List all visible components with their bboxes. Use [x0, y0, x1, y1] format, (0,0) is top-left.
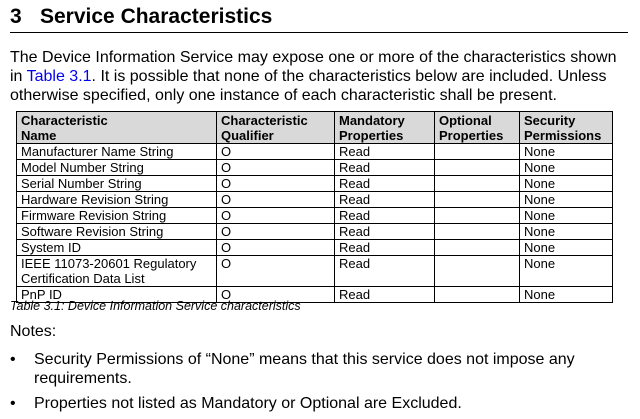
intro-text-start: The Device Information Service may expose one or more of the characteristics shown in — [10, 49, 617, 85]
cell-mandatory: Read — [335, 256, 435, 287]
cell-qualifier: O — [217, 208, 335, 224]
cell-qualifier: O — [217, 144, 335, 160]
cell-name: Manufacturer Name String — [17, 144, 217, 160]
table-header-row — [17, 112, 613, 144]
cell-mandatory: Read — [335, 240, 435, 256]
cell-security: None — [520, 144, 613, 160]
table-row — [17, 192, 613, 208]
list-item — [10, 350, 630, 388]
cell-security: None — [520, 208, 613, 224]
cell-mandatory: Read — [335, 208, 435, 224]
header-characteristic-qualifier: Characteristic Qualifier — [217, 112, 335, 144]
cell-mandatory: Read — [335, 287, 435, 303]
table-row — [17, 144, 613, 160]
cell-optional — [435, 160, 520, 176]
cell-optional — [435, 224, 520, 240]
cell-security: None — [520, 224, 613, 240]
cell-mandatory: Read — [335, 144, 435, 160]
cell-name: Model Number String — [17, 160, 217, 176]
intro-paragraph — [10, 48, 632, 105]
table-row — [17, 256, 613, 287]
cell-qualifier: O — [217, 176, 335, 192]
cell-qualifier: O — [217, 287, 335, 303]
cell-name: PnP ID — [17, 287, 217, 303]
cell-optional — [435, 240, 520, 256]
characteristics-table — [16, 111, 613, 303]
table-row — [17, 160, 613, 176]
table-row — [17, 240, 613, 256]
cell-qualifier: O — [217, 192, 335, 208]
section-title: Service Characteristics — [40, 5, 273, 28]
cell-qualifier: O — [217, 224, 335, 240]
cell-name: IEEE 11073-20601 Regulatory Certification Data List — [17, 256, 217, 287]
cell-qualifier: O — [217, 256, 335, 287]
cell-optional — [435, 256, 520, 287]
cell-mandatory: Read — [335, 224, 435, 240]
table-row — [17, 208, 613, 224]
cell-name: System ID — [17, 240, 217, 256]
notes-title: Notes: — [10, 323, 57, 340]
notes-list — [10, 350, 630, 419]
table-row — [17, 176, 613, 192]
cell-qualifier: O — [217, 240, 335, 256]
cell-security: None — [520, 176, 613, 192]
cell-optional — [435, 287, 520, 303]
table-caption: Table 3.1: Device Information Service characteristics — [10, 299, 301, 313]
cell-security: None — [520, 240, 613, 256]
section-heading — [10, 3, 628, 33]
cell-qualifier: O — [217, 160, 335, 176]
intro-text-end: . It is possible that none of the characteristics below are included. Unless otherwise specified, only one instance of each characteristic shall be present. — [10, 68, 607, 104]
cell-mandatory: Read — [335, 160, 435, 176]
list-item — [10, 394, 630, 413]
cell-security: None — [520, 287, 613, 303]
cell-name: Hardware Revision String — [17, 192, 217, 208]
cell-optional — [435, 192, 520, 208]
table-row — [17, 224, 613, 240]
header-security-permissions: Security Permissions — [520, 112, 613, 144]
cell-optional — [435, 176, 520, 192]
note-text: Security Permissions of “None” means that this service does not impose any requirements. — [34, 351, 575, 387]
cell-mandatory: Read — [335, 176, 435, 192]
section-number: 3 — [10, 5, 22, 28]
cell-name: Firmware Revision String — [17, 208, 217, 224]
note-text: Properties not listed as Mandatory or Optional are Excluded. — [34, 395, 462, 412]
bullet-icon: • — [10, 395, 16, 412]
header-mandatory-properties: Mandatory Properties — [335, 112, 435, 144]
cell-security: None — [520, 256, 613, 287]
cell-mandatory: Read — [335, 192, 435, 208]
cell-security: None — [520, 192, 613, 208]
cell-name: Software Revision String — [17, 224, 217, 240]
cell-name: Serial Number String — [17, 176, 217, 192]
header-characteristic-name: Characteristic Name — [17, 112, 217, 144]
cell-security: None — [520, 160, 613, 176]
bullet-icon: • — [10, 351, 16, 368]
header-optional-properties: Optional Properties — [435, 112, 520, 144]
cell-optional — [435, 144, 520, 160]
cell-optional — [435, 208, 520, 224]
table-reference-link[interactable]: Table 3.1 — [26, 68, 92, 85]
